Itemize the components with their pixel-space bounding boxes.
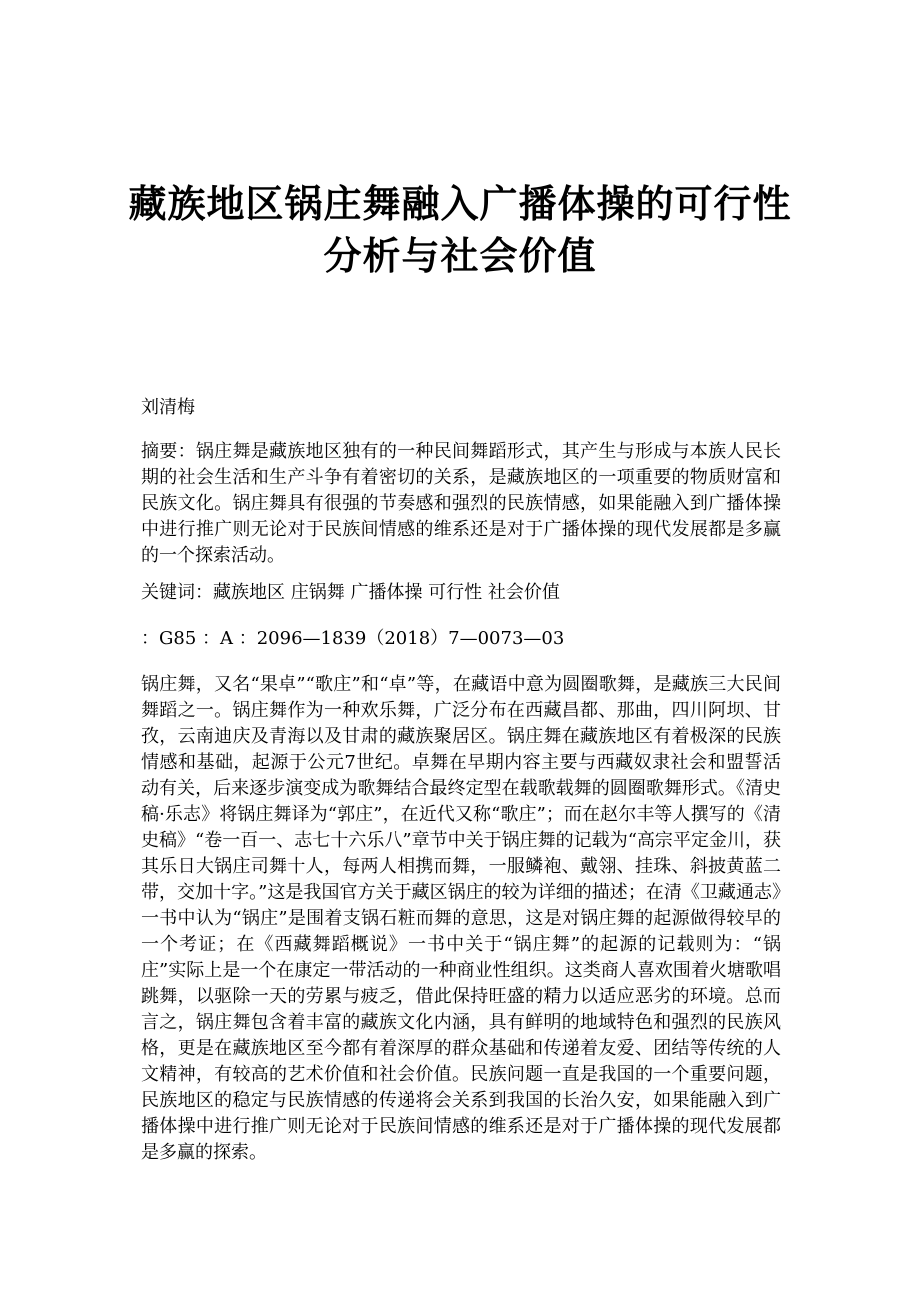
abstract-paragraph: 摘要：锅庄舞是藏族地区独有的一种民间舞蹈形式，其产生与形成与本族人民长期的社会生活和生产斗争有着密切的关系，是藏族地区的一项重要的物质财富和民族文化。锅庄舞具有很强的节奏感和强烈的民族情感，如果能融入到广播体操中进行推广则无论对于民族间情感的维系还是对于广播体操的现代发展都是多赢的一个探索活动。 xyxy=(141,441,781,566)
author-name: 刘清梅 xyxy=(141,397,195,418)
title-line-2: 分析与社会价值 xyxy=(323,234,597,278)
keywords-line: 关键词：藏族地区 庄锅舞 广播体操 可行性 社会价值 xyxy=(141,582,560,603)
title-line-1: 藏族地区锅庄舞融入广播体操的可行性 xyxy=(128,182,792,226)
body-paragraph: 锅庄舞，又名“果卓”“歌庄”和“卓”等，在藏语中意为圆圈歌舞，是藏族三大民间舞蹈之一。锅庄舞作为一种欢乐舞，广泛分布在西藏昌都、那曲，四川阿坝、甘孜，云南迪庆及青海以及甘肃的藏族聚居区。锅庄舞在藏族地区有着极深的民族情感和基础，起源于公元7世纪。卓舞在早期内容主要与西藏奴隶社会和盟誓活动有关，后来逐步演变成为歌舞结合最终定型在载歌载舞的圆圈歌舞形式。《清史稿·乐志》将锅庄舞译为“郭庄”，在近代又称“歌庄”；而在赵尔丰等人撰写的《清史稿》“卷一百一、志七十六乐八”章节中关于锅庄舞的记载为“高宗平定金川，获其乐日大锅庄司舞十人，每两人相携而舞，一服鳞袍、戴翎、挂珠、斜披黄蓝二带，交加十字。”这是我国官方关于藏区锅庄的较为详细的描述；在清《卫藏通志》一书中认为“锅庄”是围着支锅石粧而舞的意思，这是对锅庄舞的起源做得较早的一个考证；在《西藏舞蹈概说》一书中关于“锅庄舞”的起源的记载则为：“锅庄”实际上是一个在康定一带活动的一种商业性组织。这类商人喜欢围着火塘歌唱跳舞，以驱除一天的劳累与疲乏，借此保持旺盛的精力以适应恶劣的环境。总而言之，锅庄舞包含着丰富的藏族文化内涵，具有鲜明的地域特色和强烈的民族风格，更是在藏族地区至今都有着深厚的群众基础和传递着友爱、团结等传统的人文精神，有较高的艺术价值和社会价值。民族问题一直是我国的一个重要问题，民族地区的稳定与民族情感的传递将会关系到我国的长治久安，如果能融入到广播体操中进行推广则无论对于民族间情感的维系还是对于广播体操的现代发展都是多赢的探索。 xyxy=(141,674,781,1163)
page-title xyxy=(120,178,800,282)
classification-codes: ：G85 ：A ：2096—1839（2018）7—0073—03 xyxy=(141,628,565,649)
